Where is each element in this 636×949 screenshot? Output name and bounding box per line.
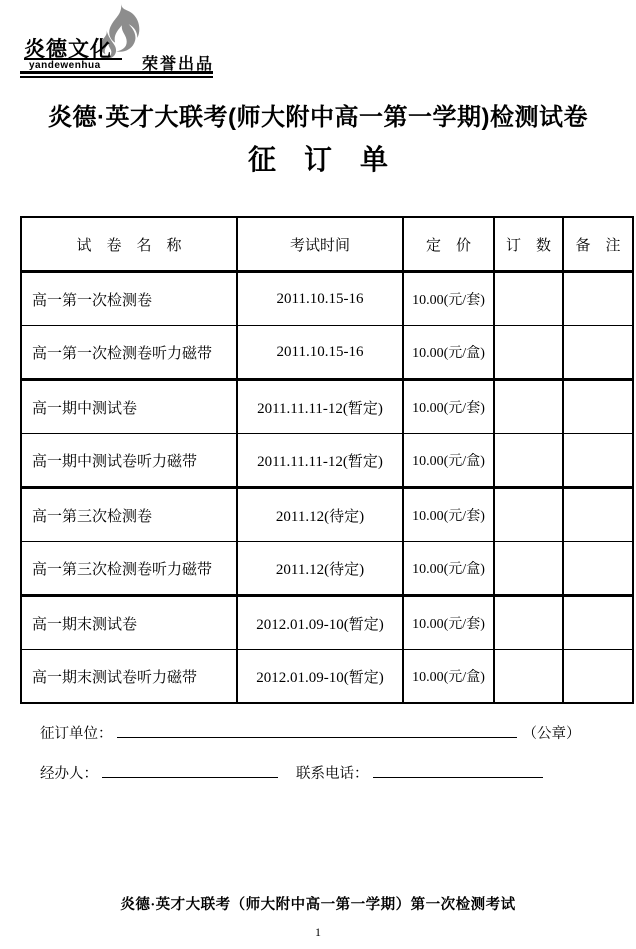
paper-name-cell: 高一第一次检测卷 [21,272,237,326]
price-cell: 10.00(元/盒) [403,542,494,596]
table-row [21,650,633,704]
order-qty-cell[interactable] [494,272,563,326]
order-table [20,216,634,704]
exam-time-cell: 2011.11.11-12(暂定) [237,434,403,488]
ordering-unit-field[interactable] [117,724,517,738]
page-number: 1 [315,925,321,939]
table-row [21,488,633,542]
col-header-exam-time: 考试时间 [237,217,403,272]
footer-exam-title: 炎德·英才大联考（师大附中高一第一学期）第一次检测考试 [120,897,516,913]
price-cell: 10.00(元/套) [403,380,494,434]
agent-label: 经办人： [40,766,98,782]
paper-name-cell: 高一期末测试卷听力磁带 [21,650,237,704]
exam-time-cell: 2011.10.15-16 [237,326,403,380]
exam-time-cell: 2011.12(待定) [237,542,403,596]
order-qty-cell[interactable] [494,542,563,596]
table-row [21,272,633,326]
note-cell[interactable] [563,326,633,380]
ordering-unit-label: 征订单位： [40,726,113,742]
price-cell: 10.00(元/盒) [403,326,494,380]
paper-name-cell: 高一第三次检测卷 [21,488,237,542]
table-row [21,542,633,596]
note-cell[interactable] [563,650,633,704]
paper-name-cell: 高一期中测试卷听力磁带 [21,434,237,488]
col-header-order-qty: 订 数 [494,217,563,272]
price-cell: 10.00(元/套) [403,596,494,650]
brand-tagline: 荣誉出品 [142,56,215,73]
col-header-note: 备 注 [563,217,633,272]
exam-time-cell: 2012.01.09-10(暂定) [237,650,403,704]
order-table-body [21,272,633,704]
table-row [21,596,633,650]
official-seal-label: （公章） [522,726,581,742]
order-qty-cell[interactable] [494,380,563,434]
order-qty-cell[interactable] [494,434,563,488]
paper-name-cell: 高一期中测试卷 [21,380,237,434]
exam-time-cell: 2012.01.09-10(暂定) [237,596,403,650]
price-cell: 10.00(元/套) [403,272,494,326]
agent-field[interactable] [102,764,278,778]
exam-time-cell: 2011.10.15-16 [237,272,403,326]
order-qty-cell[interactable] [494,596,563,650]
note-cell[interactable] [563,380,633,434]
note-cell[interactable] [563,272,633,326]
table-row [21,434,633,488]
exam-time-cell: 2011.11.11-12(暂定) [237,380,403,434]
page-title: 炎德·英才大联考(师大附中高一第一学期)检测试卷 [48,104,588,131]
header-double-rule [20,71,213,78]
price-cell: 10.00(元/盒) [403,434,494,488]
brand-name: 炎德文化 [24,38,112,61]
order-qty-cell[interactable] [494,650,563,704]
phone-field[interactable] [373,764,543,778]
paper-name-cell: 高一期末测试卷 [21,596,237,650]
note-cell[interactable] [563,434,633,488]
note-cell[interactable] [563,542,633,596]
order-qty-cell[interactable] [494,488,563,542]
col-header-paper-name: 试 卷 名 称 [21,217,237,272]
price-cell: 10.00(元/盒) [403,650,494,704]
table-row [21,380,633,434]
agent-row [40,762,543,783]
note-cell[interactable] [563,596,633,650]
brand-logo [22,2,232,76]
note-cell[interactable] [563,488,633,542]
order-table-header [21,217,633,272]
brand-romanized: yandewenhua [29,60,101,71]
phone-label: 联系电话： [296,766,369,782]
header-row [21,217,633,272]
table-row [21,326,633,380]
page-subtitle: 征 订 单 [247,144,388,175]
ordering-unit-row [40,722,581,743]
paper-name-cell: 高一第一次检测卷听力磁带 [21,326,237,380]
price-cell: 10.00(元/套) [403,488,494,542]
order-qty-cell[interactable] [494,326,563,380]
col-header-price: 定 价 [403,217,494,272]
paper-name-cell: 高一第三次检测卷听力磁带 [21,542,237,596]
exam-time-cell: 2011.12(待定) [237,488,403,542]
